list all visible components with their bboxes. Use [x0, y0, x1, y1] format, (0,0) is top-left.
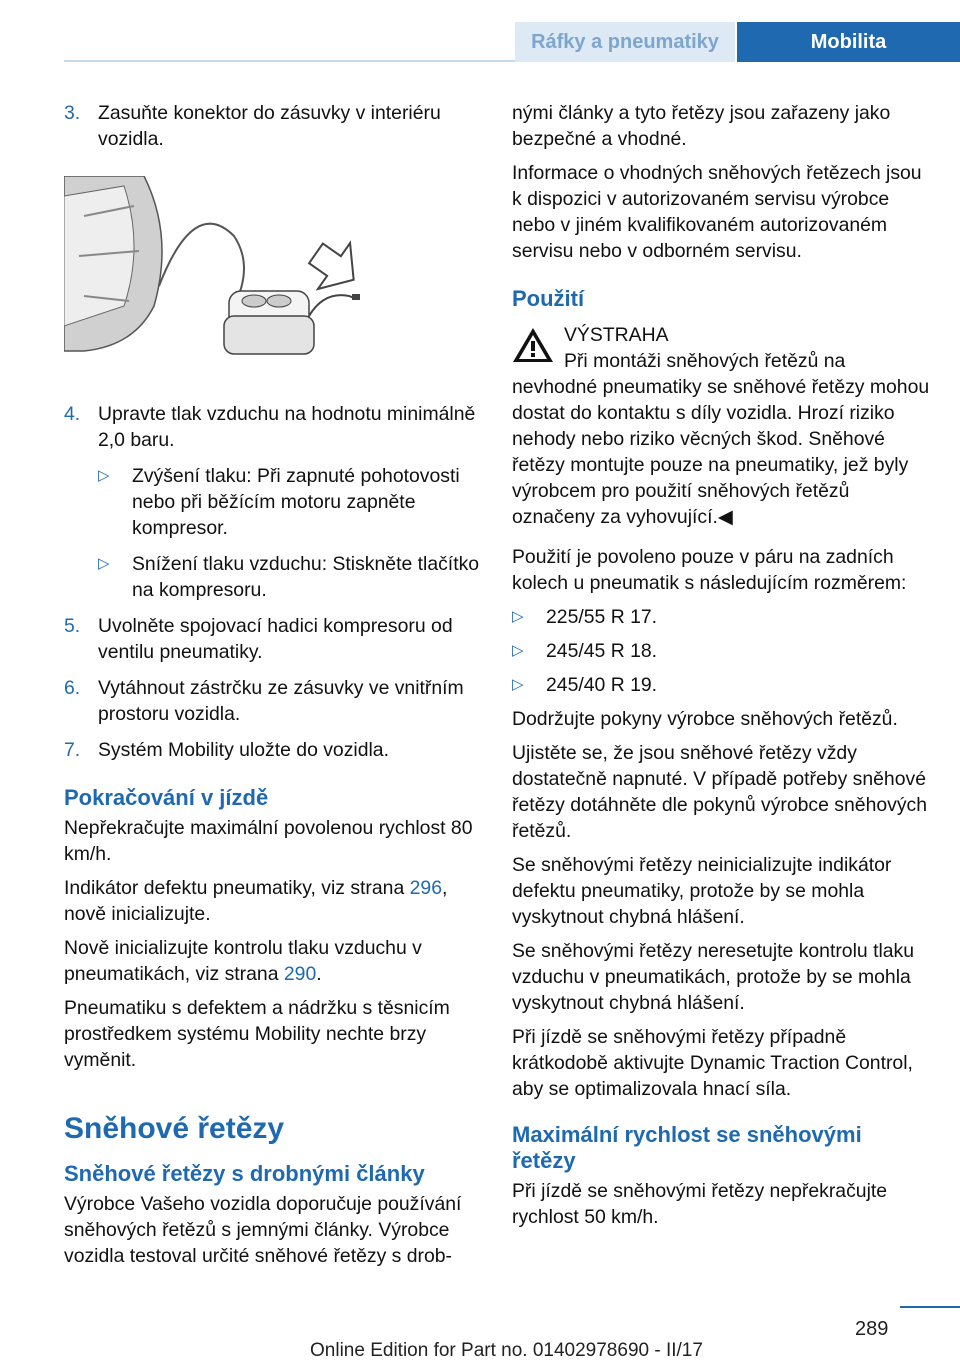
paragraph: Nepřekračujte maximální povolenou rychlost 80 km/h. — [64, 817, 473, 865]
edition-note: Online Edition for Part no. 01402978690 - II/17 — [310, 1340, 703, 1361]
step-text: Zasuňte konektor do zásuvky v interiéru vozidla. — [98, 102, 441, 150]
paragraph: Výrobce Vašeho vozidla doporučuje používání sněhových řetězů s jemnými články. Výrobce vozidla testoval určité sněhové řetězy s drob- — [64, 1193, 462, 1267]
bullet-text: 245/40 R 19. — [546, 674, 658, 696]
bullet-text: 245/45 R 18. — [546, 640, 658, 662]
step-7 — [64, 737, 482, 763]
bullet-marker: ▷ — [98, 467, 110, 484]
footer-rule — [900, 1306, 960, 1308]
paragraph: Se sněhovými řetězy neinicializujte indikátor defektu pneumatiky, protože by se mohla vyskytnout chybná hlášení. — [512, 854, 892, 928]
step-text: Uvolněte spojovací hadici kompresoru od ventilu pneumatiky. — [98, 615, 453, 663]
bullet-item — [98, 463, 482, 541]
step-3 — [64, 100, 482, 152]
section-tab[interactable]: Ráfky a pneumatiky — [515, 22, 735, 62]
page-link-290[interactable]: 290 — [283, 963, 317, 985]
bullet-text: Snížení tlaku vzduchu: Stiskněte tlačítko na kompresoru. — [132, 553, 480, 601]
step-text: Systém Mobility uložte do vozidla. — [98, 739, 389, 761]
text-span: , nově inicializujte. — [64, 877, 448, 925]
step-number: 7. — [64, 739, 81, 761]
step-4 — [64, 401, 482, 453]
text-span: Indikátor defektu pneumatiky, viz strana — [64, 877, 410, 899]
step-number: 3. — [64, 102, 81, 124]
bullet-text: 225/55 R 17. — [546, 606, 658, 628]
fine-chains-heading: Sněhové řetězy s drobnými články — [64, 1161, 425, 1186]
step-6 — [64, 675, 482, 727]
paragraph: Pneumatiku s defektem a nádržku s těsnicím prostředkem systému Mobility nechte brzy vyměnit. — [64, 997, 450, 1071]
step-number: 4. — [64, 403, 81, 425]
page-number: 289 — [855, 1318, 889, 1340]
bullet-item — [98, 551, 482, 603]
warning-triangle-icon — [512, 326, 554, 364]
paragraph: nými články a tyto řetězy jsou zařazeny jako bezpečné a vhodné. — [512, 102, 891, 150]
bullet-text: Zvýšení tlaku: Při zapnuté pohotovosti nebo při běžícím motoru zapněte kompresor. — [132, 465, 460, 539]
step-5 — [64, 613, 482, 665]
compressor-illustration — [64, 176, 424, 366]
right-column — [512, 100, 930, 1238]
bullet-marker: ▷ — [512, 676, 524, 693]
paragraph: Se sněhovými řetězy neresetujte kontrolu tlaku vzduchu v pneumatikách, protože by se mohla vyskytnout chybná hlášení. — [512, 940, 915, 1014]
chains-heading: Sněhové řetězy — [64, 1112, 285, 1145]
warning-label: VÝSTRAHA — [564, 324, 669, 346]
step-text: Upravte tlak vzduchu na hodnotu minimálně 2,0 baru. — [98, 403, 476, 451]
speed-heading: Maximální rychlost se sněhovými řetězy — [512, 1122, 862, 1173]
step-number: 6. — [64, 677, 81, 699]
text-span: Nově inicializujte kontrolu tlaku vzduchu v pneumatikách, viz strana — [64, 937, 422, 985]
bullet-marker: ▷ — [512, 642, 524, 659]
left-column — [64, 100, 482, 1277]
paragraph: Při jízdě se sněhovými řetězy případně krátkodobě aktivujte Dynamic Traction Control, aby se optimalizovala hnací síla. — [512, 1026, 913, 1100]
warning-text — [512, 348, 930, 530]
use-heading: Použití — [512, 286, 585, 311]
paragraph — [64, 875, 482, 927]
header-rule — [64, 60, 515, 62]
paragraph: Použití je povoleno pouze v páru na zadních kolech u pneumatik s následujícím rozměrem: — [512, 546, 907, 594]
bullet-marker: ▷ — [98, 555, 110, 572]
paragraph: Při jízdě se sněhovými řetězy nepřekračujte rychlost 50 km/h. — [512, 1180, 888, 1228]
size-item — [512, 638, 930, 664]
paragraph: Dodržujte pokyny výrobce sněhových řetězů. — [512, 708, 898, 730]
text-span: Při montáži sněhových řetězů na nevhodné pneumatiky se sněhové řetězy mohou dostat do kontaktu s díly vozidla. Hrozí riziko nehody nebo riziko věcných škod. Sněhové řetězy montujte pouze na pneumatiky, jež byly výrobcem pro použití sněhových řetězů označeny za vyhovující.◀ — [512, 350, 930, 528]
paragraph — [64, 935, 482, 987]
size-item — [512, 604, 930, 630]
continue-heading: Pokračování v jízdě — [64, 785, 269, 810]
page-link-296[interactable]: 296 — [409, 877, 442, 899]
page-header — [0, 0, 960, 62]
text-span: . — [316, 963, 322, 985]
bullet-marker: ▷ — [512, 608, 524, 625]
paragraph: Ujistěte se, že jsou sněhové řetězy vždy dostatečně napnuté. V případě potřeby sněhové řetězy dotáhněte dle pokynů výrobce sněhových řetězů. — [512, 742, 928, 842]
step-text: Vytáhnout zástrčku ze zásuvky ve vnitřním prostoru vozidla. — [98, 677, 464, 725]
size-item — [512, 672, 930, 698]
warning-block — [512, 322, 930, 530]
step-number: 5. — [64, 615, 81, 637]
paragraph: Informace o vhodných sněhových řetězech jsou k dispozici v autorizovaném servisu výrobce nebo v jiném kvalifikovaném autorizovaném servisu nebo v odborném servisu. — [512, 162, 922, 262]
chapter-tab[interactable]: Mobilita — [737, 22, 960, 62]
